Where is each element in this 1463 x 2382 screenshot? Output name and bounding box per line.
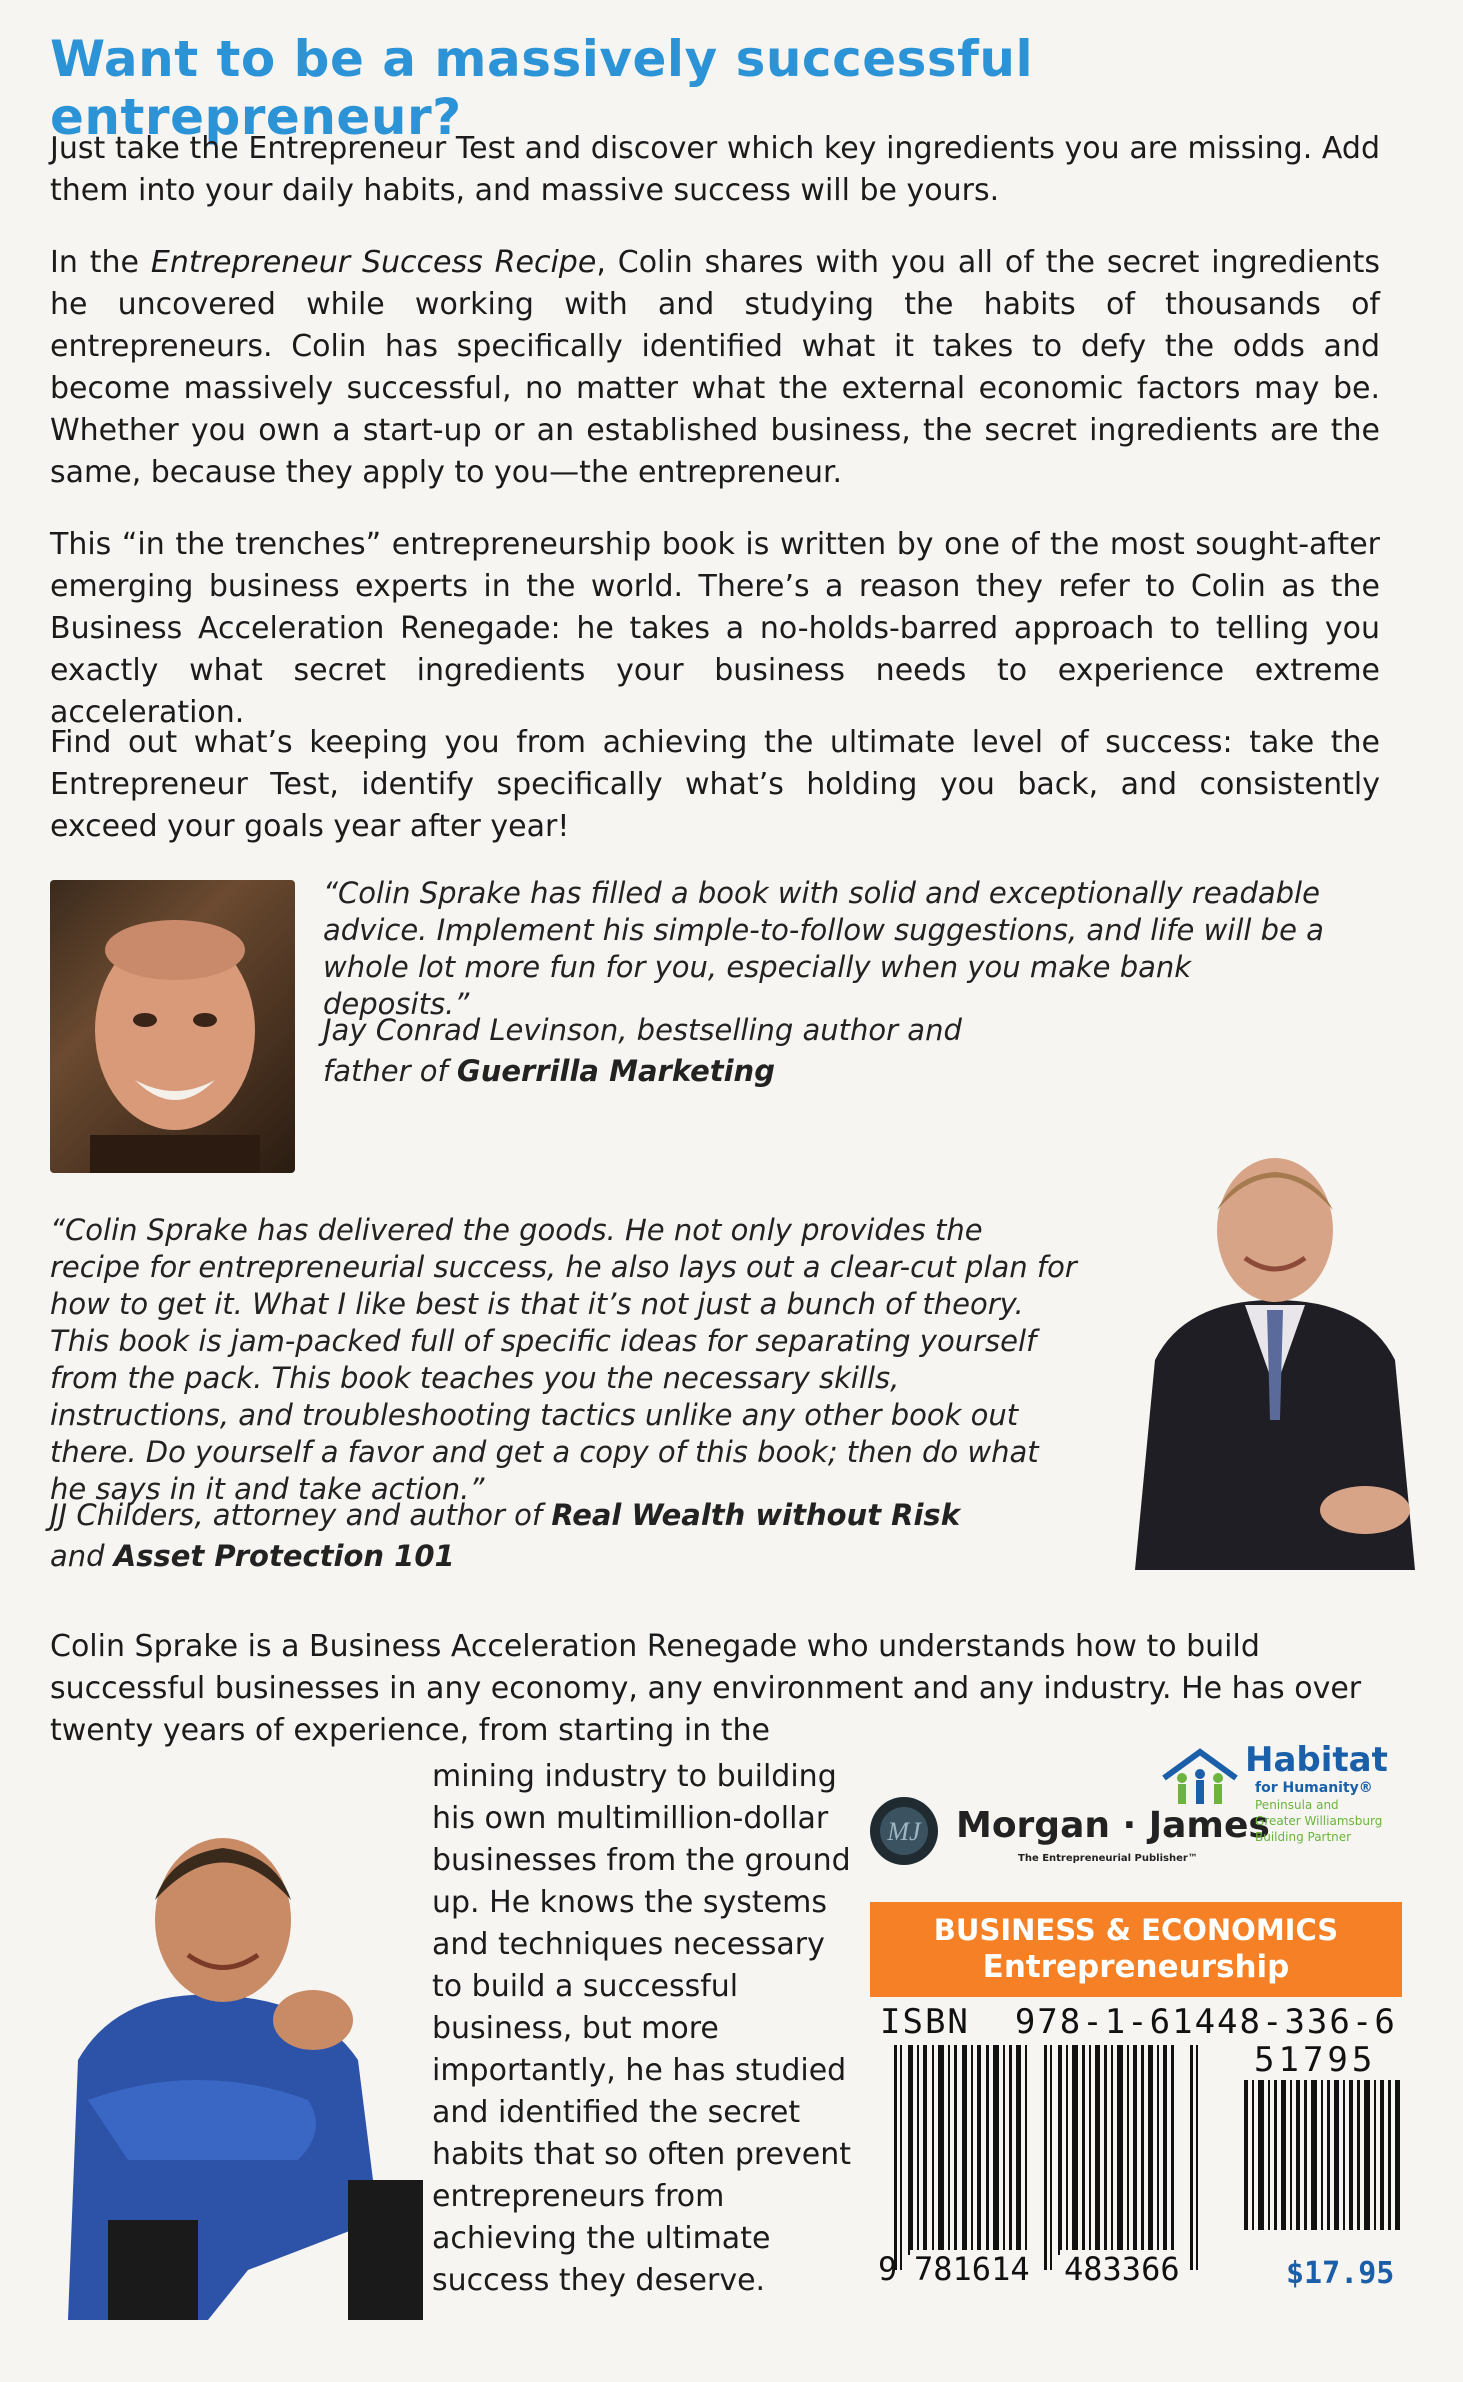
intro-p2-after: , Colin shares with you all of the secret ingredients he uncovered while working with and studying the habits of thousands of entrepreneurs. Colin has specifically identified what it takes to defy the odds and become massively successful, no matter what the external economic factors may be. Whether you own a start-up or an established business, the secret ingredients are the same, because they apply to you—the entrepreneur.: [50, 245, 1381, 490]
childers-portrait-icon: [1115, 1130, 1430, 1570]
intro-paragraph-2: [50, 242, 1380, 494]
testimonial-1-author-line2: [323, 1051, 1223, 1092]
isbn-number: ISBN 978-1-61448-336-6: [880, 2002, 1397, 2042]
testimonial-1-book: Guerrilla Marketing: [456, 1054, 775, 1088]
childers-photo: [1115, 1130, 1430, 1570]
intro-paragraph-1: Just take the Entrepreneur Test and discover which key ingredients you are missing. Add them into your daily habits, and massive success will be yours.: [50, 131, 1380, 208]
morgan-james-name: Morgan · James: [956, 1805, 1270, 1846]
testimonial-2-line1: [50, 1495, 1050, 1536]
svg-text:MJ: MJ: [887, 1817, 921, 1846]
levinson-photo: [50, 880, 295, 1173]
testimonial-2-attribution: [50, 1495, 1050, 1577]
main-barcode-icon: [890, 2045, 1215, 2270]
bio-intro: Colin Sprake is a Business Acceleration Renegade who understands how to build successful businesses in any economy, any environment and any industry. He has over twenty years of experience, from starting in the: [50, 1629, 1362, 1748]
bio-column: mining industry to building his own multimillion-dollar businesses from the ground up. He knows the systems and techniques necessary to build a successful business, but more importantly, he has studied and identified the secret habits that so often prevent entrepreneurs from achieving the ultimate success they deserve.: [432, 1759, 852, 2298]
price-code: 51795: [1254, 2040, 1377, 2080]
testimonial-2-quote: “Colin Sprake has delivered the goods. He not only provides the recipe for entrepreneurial success, he also lays out a clear-cut plan for how to get it. What I like best is that it’s not just a bunch of theory. This book is jam-packed full of specific ideas for separating yourself from the pack. This book teaches you the necessary skills, instructions, and troubleshooting tactics unlike any other book out there. Do yourself a favor and get a copy of this book; then do what he says in it and take action.”: [50, 1213, 1077, 1506]
headline: Want to be a massively successful entrepreneur?: [50, 30, 1034, 146]
habitat-sub-3: Greater Williamsburg: [1255, 1814, 1383, 1828]
testimonial-1-author: Jay Conrad Levinson, bestselling author and: [323, 1013, 962, 1047]
category-box: [870, 1902, 1402, 1997]
price-barcode-icon: [1242, 2080, 1402, 2230]
barcode-digits-1: 781614: [910, 2250, 1034, 2288]
testimonial-2-book-2: Asset Protection 101: [113, 1539, 455, 1573]
morgan-james-tagline: The Entrepreneurial Publisher™: [1018, 1853, 1198, 1864]
habitat-name: Habitat: [1245, 1740, 1388, 1780]
price: $17.95: [1286, 2256, 1395, 2291]
sprake-photo: [48, 1800, 433, 2320]
barcode-digit-first: 9: [878, 2250, 898, 2288]
testimonial-1-attribution: [323, 1010, 1223, 1092]
habitat-sub-1: for Humanity®: [1255, 1780, 1373, 1796]
testimonial-2-line2: [50, 1536, 1050, 1577]
intro-paragraph-3: This “in the trenches” entrepreneurship book is written by one of the most sought-after emerging business experts in the world. There’s a reason they refer to Colin as the Business Acceleration Renegade: he takes a no-holds-barred approach to telling you exactly what secret ingredients your business needs to experience extreme acceleration.: [50, 527, 1380, 730]
testimonial-1-quote: “Colin Sprake has filled a book with solid and exceptionally readable advice. Implement his simple-to-follow suggestions, and life will be a whole lot more fun for you, especially when you make bank deposits.”: [323, 876, 1324, 1021]
category-line-2: Entrepreneurship: [982, 1949, 1290, 1985]
habitat-sub-2: Peninsula and: [1255, 1798, 1339, 1812]
intro-p2-before: In the: [50, 245, 151, 280]
sprake-portrait-icon: [48, 1800, 433, 2320]
habitat-logo: [1160, 1740, 1440, 1870]
levinson-portrait-icon: [50, 880, 295, 1173]
category-line-1: BUSINESS & ECONOMICS: [933, 1913, 1339, 1947]
morgan-james-emblem-icon: [868, 1795, 940, 1867]
testimonial-2-book-1: Real Wealth without Risk: [551, 1498, 960, 1532]
testimonial-1-prefix: father of: [323, 1054, 457, 1088]
testimonial-2-and: and: [50, 1539, 114, 1573]
testimonial-2-prefix: JJ Childers, attorney and author of: [50, 1498, 552, 1532]
book-title: Entrepreneur Success Recipe: [150, 245, 597, 280]
habitat-sub-4: Building Partner: [1255, 1830, 1352, 1844]
intro-paragraph-4: Find out what’s keeping you from achieving the ultimate level of success: take the Entrepreneur Test, identify specifically what’s holding you back, and consistently exceed your goals year after year!: [50, 725, 1380, 844]
habitat-house-icon: [1160, 1748, 1240, 1808]
barcode-digits-2: 483366: [1060, 2250, 1184, 2288]
